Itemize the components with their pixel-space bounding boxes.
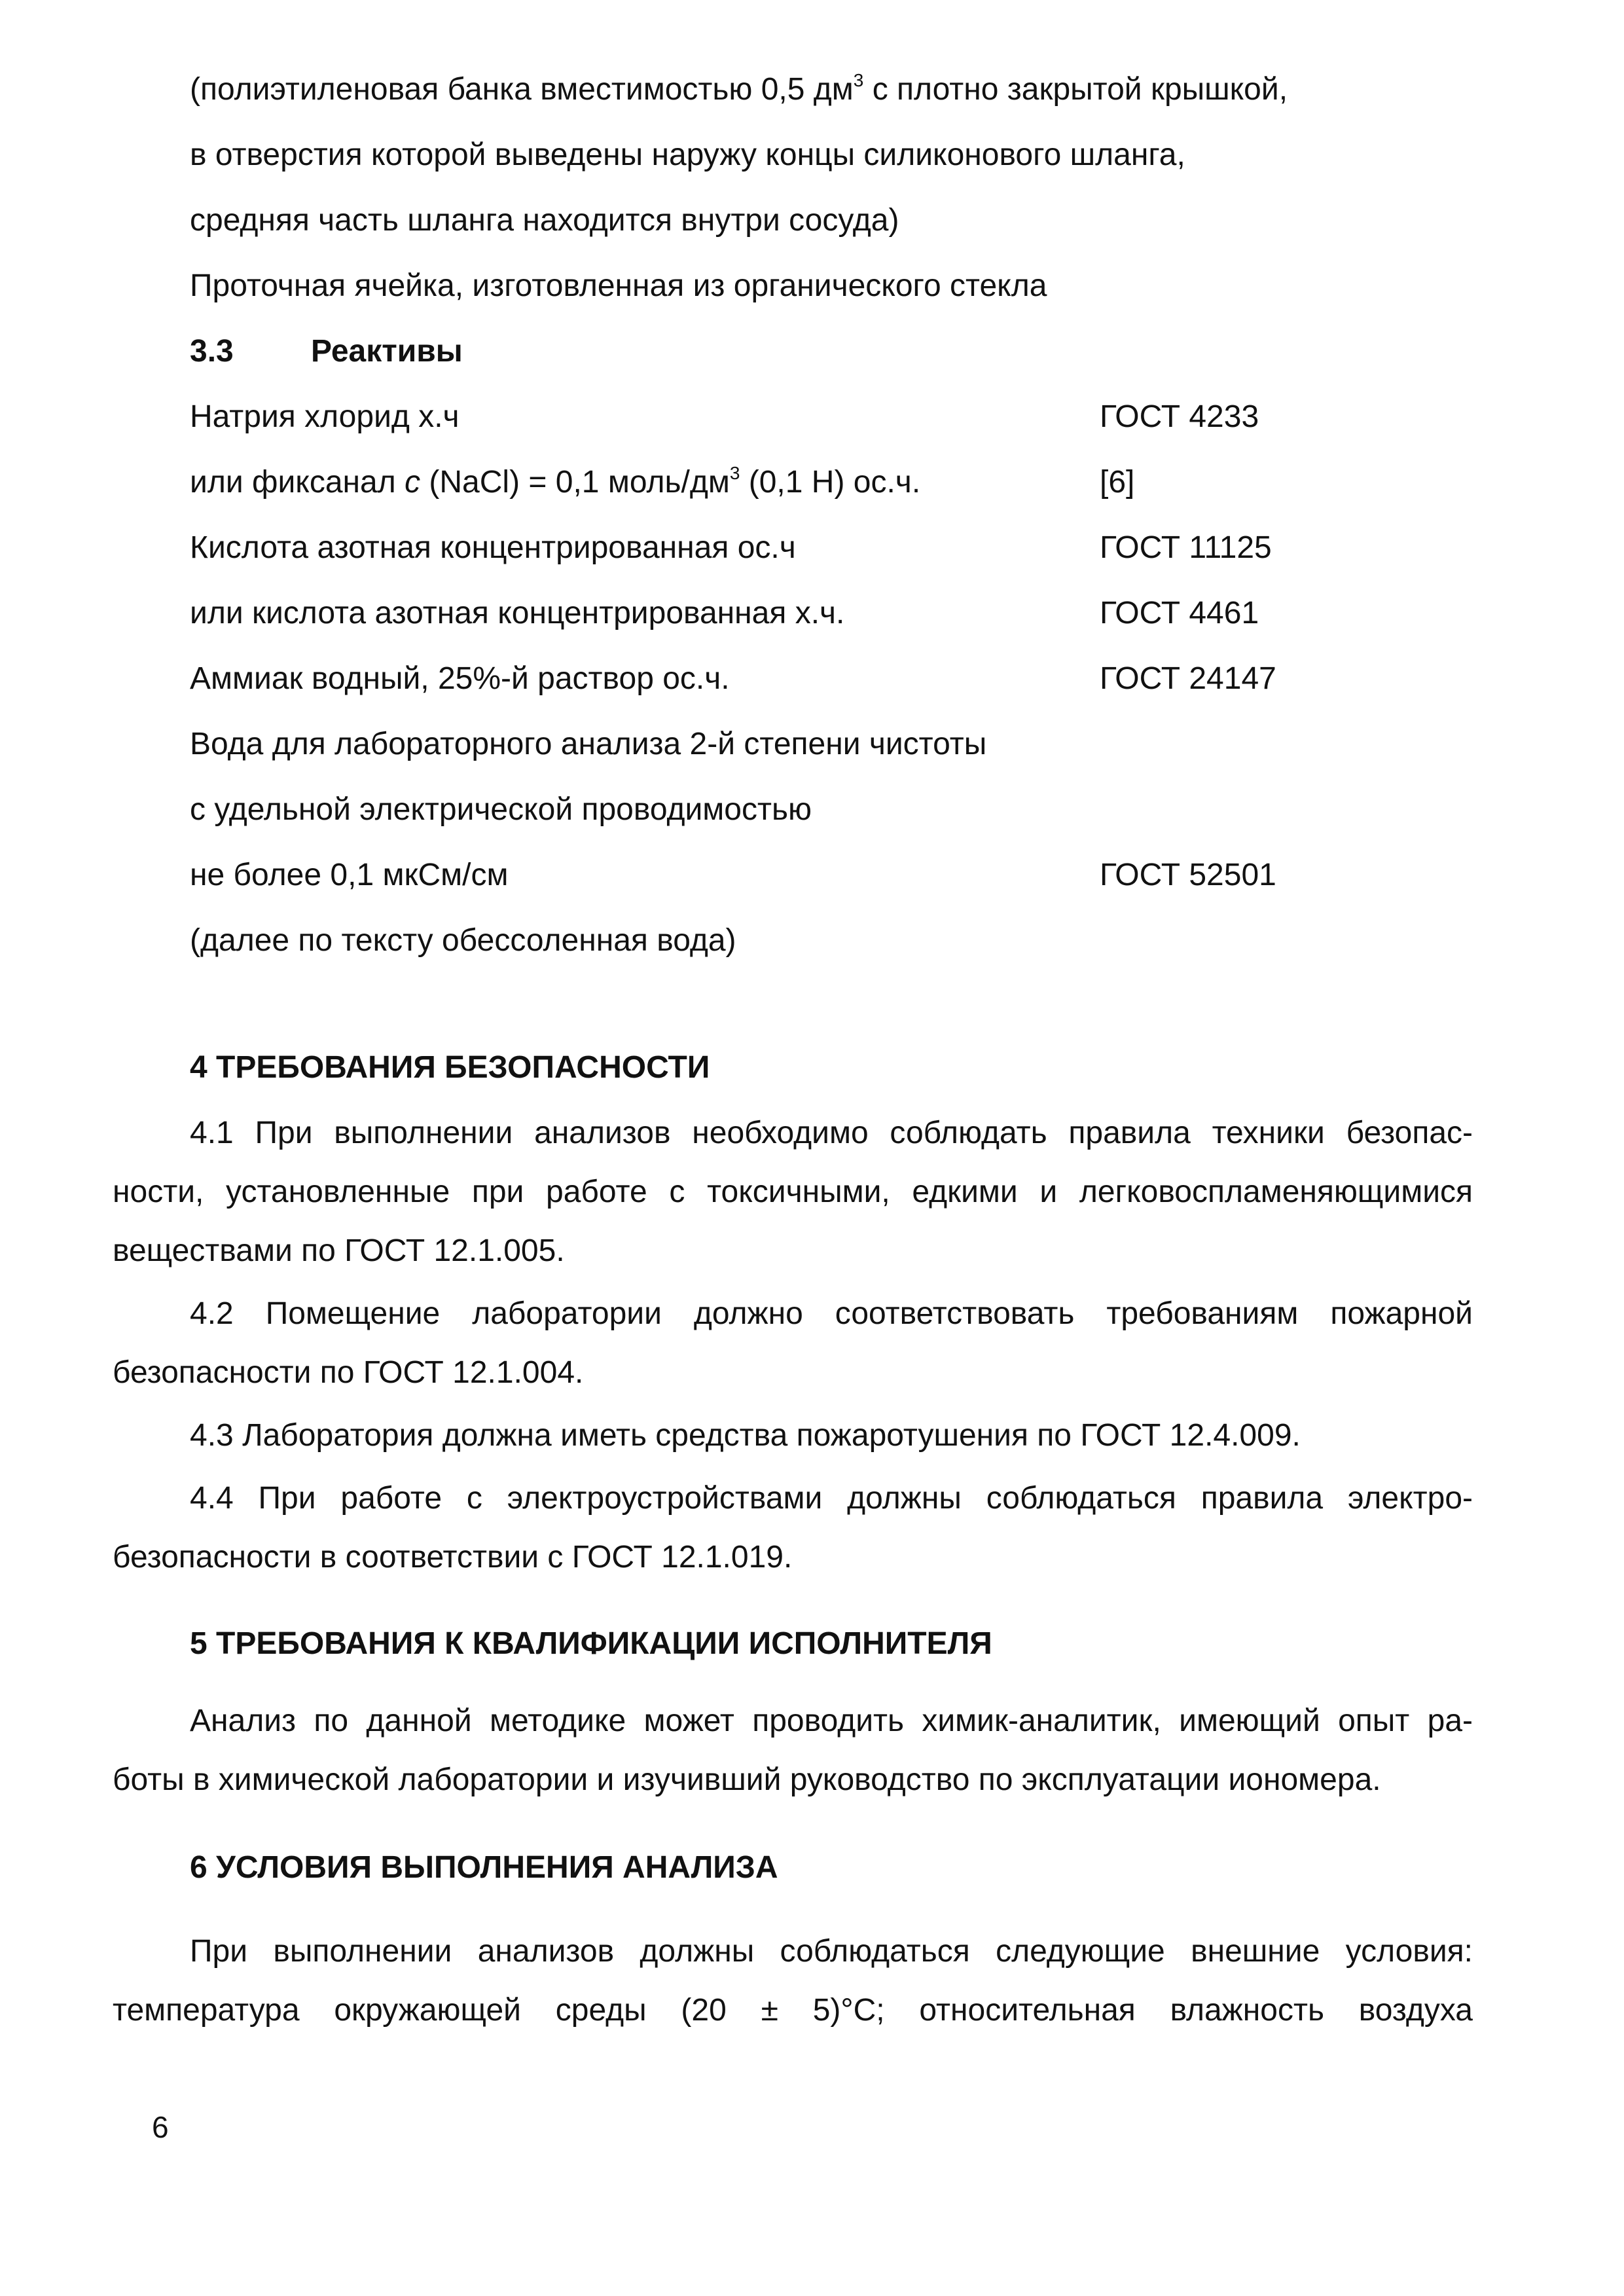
text-line: в отверстия которой выведены наружу концы силиконового шланга,	[190, 137, 1185, 172]
text-line: (полиэтиленовая банка вместимостью 0,5 $дм^3$ с плотно закрытой крышкой,	[190, 70, 1288, 107]
paragraph-line: При выполнении анализов должны соблюдаться следующие внешние условия:	[190, 1934, 1473, 1969]
reagent-name: с удельной электрической проводимостью	[190, 792, 812, 827]
section-title: Реактивы	[311, 334, 463, 369]
reagent-name: не более 0,1 мкСм/см	[190, 858, 509, 892]
reagent-ref: ГОСТ 4461	[1100, 596, 1259, 630]
reagent-name: Кислота азотная концентрированная ос.ч	[190, 530, 796, 565]
paragraph-line: боты в химической лаборатории и изучивший руководство по эксплуатации иономера.	[113, 1762, 1381, 1797]
paragraph-line: безопасности по ГОСТ 12.1.004.	[113, 1355, 584, 1390]
reagent-ref: ГОСТ 4233	[1100, 399, 1259, 434]
reagent-name: или фиксанал с (NaCl) = 0,1 моль/$дм^3$ (0,1 Н) ос.ч.	[190, 463, 921, 500]
reagent-name: Аммиак водный, 25%-й раствор ос.ч.	[190, 661, 730, 696]
paragraph-line: 4.1 При выполнении анализов необходимо соблюдать правила техники безопас-	[190, 1116, 1473, 1150]
paragraph-line: веществами по ГОСТ 12.1.005.	[113, 1233, 565, 1268]
page-number: 6	[152, 2110, 169, 2144]
paragraph-line: 4.4 При работе с электроустройствами должны соблюдаться правила электро-	[190, 1481, 1473, 1516]
reagent-name: (далее по тексту обессоленная вода)	[190, 923, 736, 958]
paragraph-line: безопасности в соответствии с ГОСТ 12.1.019.	[113, 1540, 793, 1575]
reagent-ref: [6]	[1100, 465, 1135, 500]
reagent-ref: ГОСТ 11125	[1100, 530, 1272, 565]
paragraph-line: ности, установленные при работе с токсичными, едкими и легковоспламеняющимися	[113, 1175, 1473, 1209]
reagent-name: Натрия хлорид х.ч	[190, 399, 460, 434]
reagent-ref: ГОСТ 52501	[1100, 858, 1276, 892]
paragraph-line: 4.2 Помещение лаборатории должно соответствовать требованиям пожарной	[190, 1296, 1473, 1331]
text-line: средняя часть шланга находится внутри сосуда)	[190, 203, 899, 238]
reagent-name: Вода для лабораторного анализа 2-й степени чистоты	[190, 727, 987, 761]
section-number: 3.3	[190, 334, 234, 369]
section-heading: 5 ТРЕБОВАНИЯ К КВАЛИФИКАЦИИ ИСПОЛНИТЕЛЯ	[190, 1626, 992, 1661]
section-heading: 4 ТРЕБОВАНИЯ БЕЗОПАСНОСТИ	[190, 1050, 710, 1085]
reagent-name: или кислота азотная концентрированная х.ч.	[190, 596, 845, 630]
paragraph-line: Анализ по данной методике может проводить химик-аналитик, имеющий опыт ра-	[190, 1704, 1473, 1738]
paragraph-line: температура окружающей среды (20 ± 5)°С; относительная влажность воздуха	[113, 1993, 1473, 2028]
text-line: Проточная ячейка, изготовленная из органического стекла	[190, 268, 1047, 303]
reagent-ref: ГОСТ 24147	[1100, 661, 1276, 696]
section-heading: 6 УСЛОВИЯ ВЫПОЛНЕНИЯ АНАЛИЗА	[190, 1850, 778, 1885]
paragraph-line: 4.3 Лаборатория должна иметь средства пожаротушения по ГОСТ 12.4.009.	[190, 1418, 1301, 1453]
